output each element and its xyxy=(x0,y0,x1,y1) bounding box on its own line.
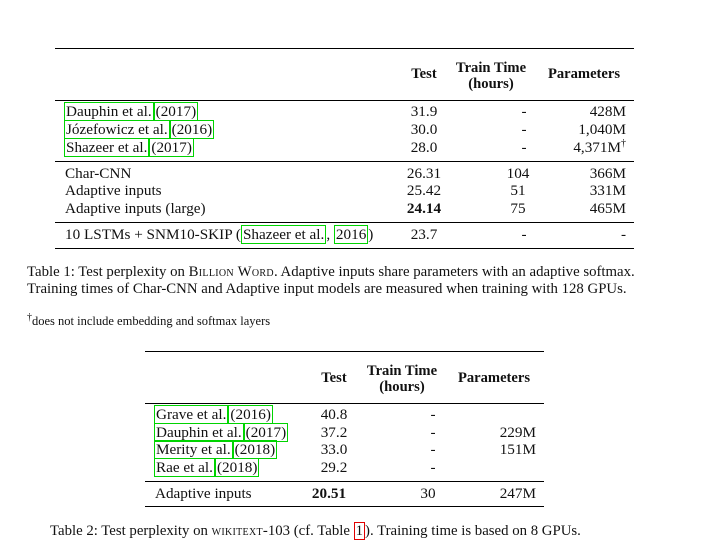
table1-params-value: 428M xyxy=(589,103,626,120)
table1-top-rule xyxy=(55,48,634,49)
table1-time-value: 104 xyxy=(506,165,530,182)
table1-time-value: - xyxy=(521,121,527,138)
citation-year-link[interactable]: (2017) xyxy=(151,139,192,156)
citation-year: 2018 xyxy=(239,441,271,458)
table2-params-value: 151M xyxy=(499,441,536,458)
table1-test-value: 25.42 xyxy=(406,182,442,199)
citation-year: 2017 xyxy=(250,424,282,441)
params-text: 4,371M xyxy=(573,139,621,156)
table2-time-value: - xyxy=(430,459,436,476)
table2-time-value: 30 xyxy=(420,485,436,502)
table2-test-value: 40.8 xyxy=(320,406,348,423)
caption-text-end: ). Training time is based on 8 GPUs. xyxy=(365,523,581,539)
table2-header-parameters: Parameters xyxy=(457,370,531,386)
table2-top-rule xyxy=(145,351,544,352)
citation-link[interactable]: Rae et al. xyxy=(156,459,213,476)
table1-header-train-time: Train Time xyxy=(455,60,527,76)
table1-params-value: 1,040M xyxy=(578,121,626,138)
citation-link[interactable]: Dauphin et al. xyxy=(66,103,152,120)
citation-year-link[interactable]: 2016 xyxy=(335,226,367,243)
model-name: Char-CNN xyxy=(65,165,132,182)
table2-group-rule xyxy=(145,481,544,482)
table1-time-value: - xyxy=(521,139,527,156)
citation-year: 2018 xyxy=(222,459,253,476)
table2-header-test: Test xyxy=(321,370,347,386)
citation-year: 2016 xyxy=(176,121,208,138)
dataset-name: wikitext xyxy=(211,523,263,539)
citation-year-link[interactable]: (2017) xyxy=(245,424,287,441)
table1-time-value: - xyxy=(521,226,527,243)
table1-params-value: 331M xyxy=(589,182,626,199)
citation-year-link[interactable]: (2017) xyxy=(155,103,197,120)
table1-bottom-rule xyxy=(55,248,634,249)
table2-test-value: 33.0 xyxy=(320,441,348,458)
citation-year: 2016 xyxy=(235,406,266,423)
citation-year-link[interactable]: (2016) xyxy=(171,121,213,138)
citation-link[interactable]: Józefowicz et al. xyxy=(66,121,168,138)
table2-bottom-rule xyxy=(145,506,544,507)
table1-caption xyxy=(27,264,673,297)
dagger-mark: † xyxy=(621,137,626,149)
table2-caption xyxy=(50,523,581,540)
table1-time-value: 51 xyxy=(510,182,526,199)
table1-time-value: 75 xyxy=(510,200,526,217)
model-name: Adaptive inputs (large) xyxy=(65,200,206,217)
table1-test-value: 28.0 xyxy=(410,139,438,156)
table2-header-train-time: Train Time xyxy=(366,363,438,379)
table1-params-value: 465M xyxy=(589,200,626,217)
table1-params-value: - xyxy=(620,226,626,243)
table2-time-value: - xyxy=(430,441,436,458)
model-name-suffix: ) xyxy=(368,226,374,243)
table1-params-value: 366M xyxy=(589,165,626,182)
dataset-name: Billion Word xyxy=(188,264,274,280)
table1-group-rule-2 xyxy=(55,222,634,223)
table-ref-link[interactable]: 1 xyxy=(355,523,364,539)
citation-year: 2017 xyxy=(160,103,192,120)
table1-footnote xyxy=(27,311,271,328)
citation-link[interactable]: Dauphin et al. xyxy=(156,424,242,441)
caption-lead: Table 1: Test perplexity on xyxy=(27,264,189,280)
caption-text: . Adaptive inputs share parameters with an adaptive softmax. Training times of Char-CNN and Adaptive input models are measured when training with 128 GPUs. xyxy=(27,264,635,297)
table2-test-value: 37.2 xyxy=(320,424,348,441)
citation-year-link[interactable]: (2016) xyxy=(230,406,271,423)
table2-params-value: 247M xyxy=(499,485,536,502)
table1-test-value-best: 24.14 xyxy=(406,200,442,217)
model-name: Adaptive inputs xyxy=(155,485,252,502)
table1-group-rule-1 xyxy=(55,161,634,162)
citation-link[interactable]: Shazeer et al. xyxy=(242,226,325,243)
citation-link[interactable]: Merity et al. xyxy=(156,441,231,458)
model-name: Adaptive inputs xyxy=(65,182,162,199)
table2-test-value: 29.2 xyxy=(320,459,348,476)
table1-header-test: Test xyxy=(411,66,437,82)
table1-test-value: 30.0 xyxy=(410,121,438,138)
citation-year: 2017 xyxy=(156,139,187,156)
citation-year-link[interactable]: (2018) xyxy=(234,441,276,458)
table2-header-rule xyxy=(145,403,544,404)
table1-params-value xyxy=(530,139,626,157)
table2-test-value-best: 20.51 xyxy=(311,485,347,502)
table2-time-value: - xyxy=(430,406,436,423)
table1-test-value: 31.9 xyxy=(410,103,438,120)
table2-params-value: 229M xyxy=(499,424,536,441)
table2-time-value: - xyxy=(430,424,436,441)
caption-text: -103 (cf. Table xyxy=(262,523,354,539)
table1-test-value: 23.7 xyxy=(410,226,438,243)
table1-test-value: 26.31 xyxy=(406,165,442,182)
table1-header-train-time-unit: (hours) xyxy=(468,76,514,92)
table2-header-train-time-unit: (hours) xyxy=(379,379,425,395)
footnote-dagger: † xyxy=(27,311,32,323)
caption-lead: Table 2: Test perplexity on xyxy=(50,523,212,539)
table1-time-value: - xyxy=(521,103,527,120)
citation-link[interactable]: Grave et al. xyxy=(156,406,227,423)
citation-link[interactable]: Shazeer et al. xyxy=(66,139,148,156)
footnote-text: does not include embedding and softmax layers xyxy=(32,314,271,328)
model-name-prefix: 10 LSTMs + SNM10-SKIP ( xyxy=(65,226,241,243)
table1-header-rule xyxy=(55,100,634,101)
table1-header-parameters: Parameters xyxy=(547,66,621,82)
citation-year-link[interactable]: (2018) xyxy=(216,459,258,476)
